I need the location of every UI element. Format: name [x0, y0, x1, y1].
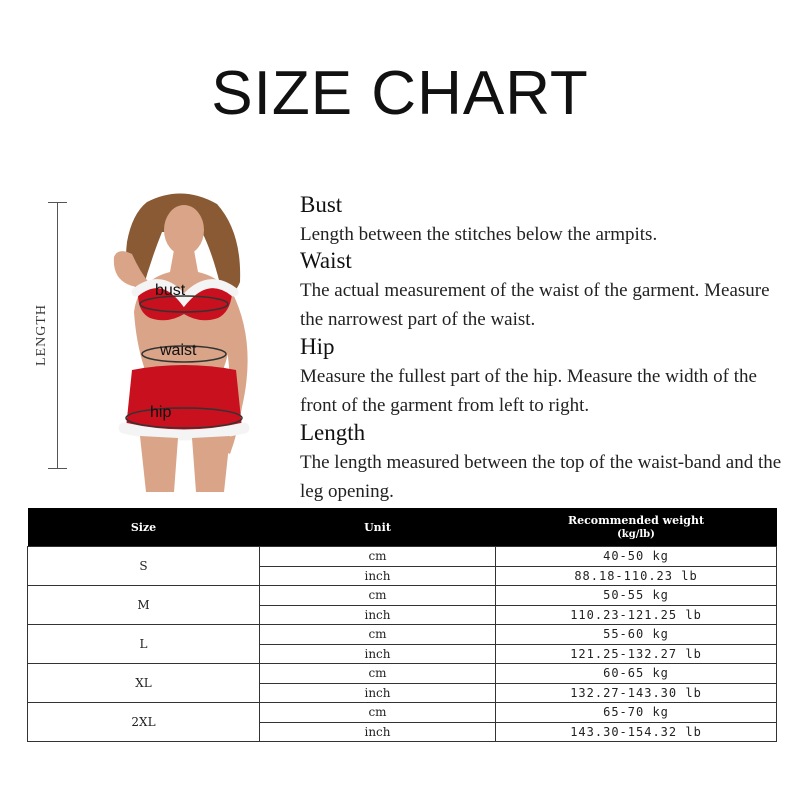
size-cell: XL — [28, 664, 260, 703]
length-label: LENGTH — [34, 304, 49, 366]
table-row — [28, 703, 777, 723]
unit-cell: inch — [260, 683, 496, 703]
waist-text: The actual measurement of the waist of the garment. Measure the narrowest part of the waist. — [300, 280, 770, 330]
table-row — [28, 547, 777, 567]
weight-cell: 40-50 kg — [496, 547, 777, 567]
bust-text: Length between the stitches below the armpits. — [300, 224, 658, 245]
size-cell: S — [28, 547, 260, 586]
model-figure — [92, 192, 267, 492]
size-cell: M — [28, 586, 260, 625]
waist-heading: Waist — [300, 248, 352, 273]
length-text: The length measured between the top of the waist-band and the leg opening. — [300, 452, 782, 502]
weight-cell: 143.30-154.32 lb — [496, 722, 777, 742]
page-title: SIZE CHART — [211, 59, 589, 128]
weight-cell: 55-60 kg — [496, 625, 777, 645]
ruler-line — [57, 202, 58, 468]
table-row — [28, 664, 777, 684]
weight-cell: 50-55 kg — [496, 586, 777, 606]
size-cell: L — [28, 625, 260, 664]
unit-cell: cm — [260, 547, 496, 567]
header-weight-line1: Recommended weight — [567, 514, 705, 527]
table-header-row — [28, 508, 777, 547]
table-row — [28, 586, 777, 606]
weight-cell: 110.23-121.25 lb — [496, 605, 777, 625]
unit-cell: cm — [260, 703, 496, 723]
unit-cell: cm — [260, 664, 496, 684]
weight-cell: 60-65 kg — [496, 664, 777, 684]
size-cell: 2XL — [28, 703, 260, 742]
unit-cell: cm — [260, 625, 496, 645]
hip-heading: Hip — [300, 334, 335, 359]
size-table — [27, 508, 777, 742]
unit-cell: inch — [260, 644, 496, 664]
hip-description — [300, 334, 790, 420]
waist-marker-label: waist — [160, 342, 197, 359]
weight-cell: 132.27-143.30 lb — [496, 683, 777, 703]
header-weight — [496, 508, 777, 547]
ruler-bottom-cap — [48, 468, 67, 469]
hip-marker-label: hip — [150, 404, 172, 421]
unit-cell: cm — [260, 586, 496, 606]
bust-description — [300, 192, 790, 249]
table-row — [28, 625, 777, 645]
header-size: Size — [28, 508, 260, 547]
unit-cell: inch — [260, 605, 496, 625]
bust-heading: Bust — [300, 192, 343, 217]
weight-cell: 121.25-132.27 lb — [496, 644, 777, 664]
header-weight-line2: (kg/lb) — [617, 529, 655, 540]
weight-cell: 88.18-110.23 lb — [496, 566, 777, 586]
header-unit: Unit — [260, 508, 496, 547]
hip-text: Measure the fullest part of the hip. Measure the width of the front of the garment from left to right. — [300, 366, 757, 416]
length-description — [300, 420, 790, 506]
bust-marker-label: bust — [155, 282, 186, 299]
unit-cell: inch — [260, 566, 496, 586]
weight-cell: 65-70 kg — [496, 703, 777, 723]
length-heading: Length — [300, 420, 366, 445]
waist-description — [300, 248, 790, 334]
unit-cell: inch — [260, 722, 496, 742]
